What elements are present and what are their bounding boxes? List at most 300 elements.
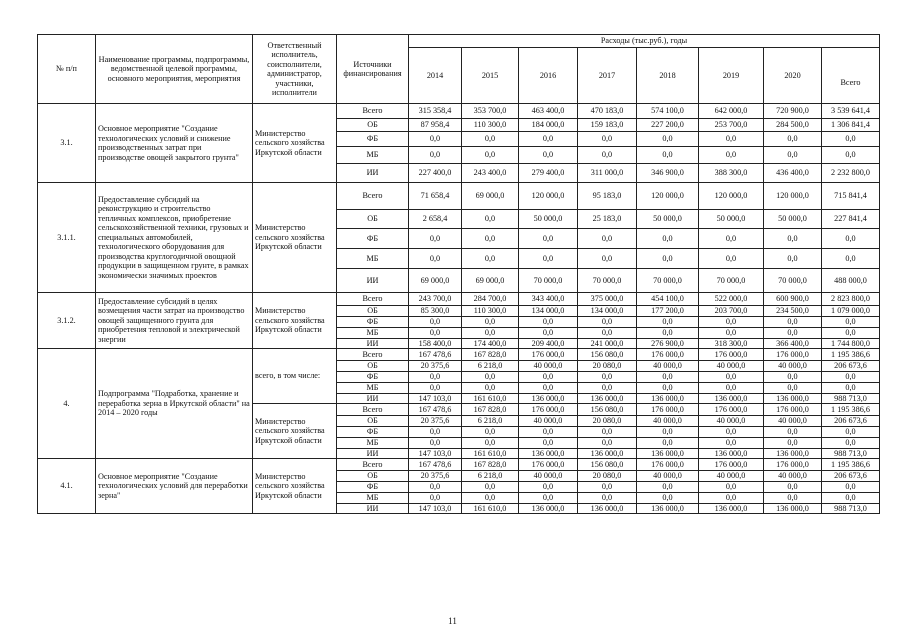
year-value: 0,0 (699, 427, 764, 438)
header-year: 2016 (519, 48, 578, 104)
year-value: 0,0 (637, 132, 699, 147)
year-value: 69 000,0 (409, 269, 462, 293)
budget-table (37, 34, 880, 514)
funding-source: ИИ (337, 393, 409, 404)
year-value: 243 400,0 (462, 164, 519, 183)
total-value: 988 713,0 (822, 393, 880, 404)
year-value: 40 000,0 (637, 416, 699, 427)
year-value: 20 375,6 (409, 471, 462, 482)
total-value: 206 673,6 (822, 416, 880, 427)
year-value: 0,0 (637, 493, 699, 504)
year-value: 20 080,0 (578, 361, 637, 372)
total-value: 206 673,6 (822, 361, 880, 372)
year-value: 120 000,0 (764, 183, 822, 210)
year-value: 227 200,0 (637, 119, 699, 132)
year-value: 158 400,0 (409, 338, 462, 349)
year-value: 0,0 (637, 427, 699, 438)
total-value: 0,0 (822, 482, 880, 493)
year-value: 0,0 (578, 438, 637, 449)
year-value: 176 000,0 (699, 459, 764, 471)
year-value: 0,0 (578, 493, 637, 504)
total-value: 3 539 641,4 (822, 104, 880, 119)
year-value: 203 700,0 (699, 306, 764, 317)
funding-source: МБ (337, 249, 409, 269)
year-value: 176 000,0 (699, 349, 764, 361)
total-value: 1 195 386,6 (822, 404, 880, 416)
year-value: 0,0 (699, 438, 764, 449)
funding-source: МБ (337, 493, 409, 504)
year-value: 0,0 (409, 438, 462, 449)
year-value: 69 000,0 (462, 269, 519, 293)
year-value: 0,0 (578, 482, 637, 493)
page-number: 11 (448, 616, 457, 626)
funding-source: ФБ (337, 427, 409, 438)
year-value: 176 000,0 (637, 459, 699, 471)
program-name: Предоставление субсидий в целях возмещения части затрат на производство овощей защищенного грунта для приобретения тепловой и электрической энергии (96, 293, 253, 349)
year-value: 454 100,0 (637, 293, 699, 306)
year-value: 0,0 (637, 383, 699, 394)
year-value: 176 000,0 (637, 349, 699, 361)
year-value: 284 700,0 (462, 293, 519, 306)
year-value: 0,0 (519, 482, 578, 493)
funding-source: ОБ (337, 119, 409, 132)
year-value: 279 400,0 (519, 164, 578, 183)
year-value: 136 000,0 (637, 448, 699, 459)
row-number: 3.1.2. (38, 293, 96, 349)
year-value: 40 000,0 (519, 416, 578, 427)
year-value: 71 658,4 (409, 183, 462, 210)
year-value: 234 500,0 (764, 306, 822, 317)
year-value: 25 183,0 (578, 210, 637, 229)
year-value: 136 000,0 (578, 448, 637, 459)
header-year: 2017 (578, 48, 637, 104)
row-number: 3.1. (38, 104, 96, 183)
year-value: 0,0 (409, 372, 462, 383)
year-value: 167 828,0 (462, 459, 519, 471)
year-value: 600 900,0 (764, 293, 822, 306)
year-value: 0,0 (637, 147, 699, 164)
year-value: 0,0 (409, 317, 462, 328)
total-value: 1 306 841,4 (822, 119, 880, 132)
year-value: 167 478,6 (409, 404, 462, 416)
year-value: 0,0 (519, 229, 578, 249)
year-value: 720 900,0 (764, 104, 822, 119)
year-value: 20 375,6 (409, 416, 462, 427)
year-value: 0,0 (409, 427, 462, 438)
year-value: 0,0 (519, 132, 578, 147)
year-value: 136 000,0 (637, 393, 699, 404)
funding-source: ФБ (337, 132, 409, 147)
table-row (38, 459, 880, 471)
year-value: 0,0 (637, 229, 699, 249)
year-value: 0,0 (409, 328, 462, 339)
total-value: 227 841,4 (822, 210, 880, 229)
table-row (38, 349, 880, 361)
total-value: 0,0 (822, 427, 880, 438)
funding-source: ОБ (337, 210, 409, 229)
header-year: 2020 (764, 48, 822, 104)
year-value: 0,0 (764, 482, 822, 493)
funding-source: ОБ (337, 416, 409, 427)
year-value: 209 400,0 (519, 338, 578, 349)
funding-source: Всего (337, 459, 409, 471)
responsible-executor: Министерство сельского хозяйства Иркутской области (253, 293, 337, 349)
year-value: 0,0 (409, 482, 462, 493)
responsible-executor: Министерство сельского хозяйства Иркутской области (253, 183, 337, 293)
year-value: 136 000,0 (699, 393, 764, 404)
year-value: 343 400,0 (519, 293, 578, 306)
year-value: 134 000,0 (578, 306, 637, 317)
funding-source: Всего (337, 293, 409, 306)
year-value: 69 000,0 (462, 183, 519, 210)
total-value: 1 744 800,0 (822, 338, 880, 349)
total-value: 988 713,0 (822, 448, 880, 459)
total-value: 2 823 800,0 (822, 293, 880, 306)
year-value: 0,0 (409, 493, 462, 504)
year-value: 0,0 (462, 493, 519, 504)
year-value: 176 000,0 (699, 404, 764, 416)
year-value: 0,0 (764, 328, 822, 339)
year-value: 0,0 (699, 482, 764, 493)
year-value: 0,0 (699, 383, 764, 394)
year-value: 40 000,0 (699, 361, 764, 372)
year-value: 110 300,0 (462, 119, 519, 132)
year-value: 0,0 (699, 328, 764, 339)
year-value: 167 828,0 (462, 404, 519, 416)
year-value: 0,0 (519, 383, 578, 394)
funding-source: ФБ (337, 317, 409, 328)
year-value: 253 700,0 (699, 119, 764, 132)
year-value: 0,0 (699, 372, 764, 383)
year-value: 0,0 (637, 249, 699, 269)
responsible-executor: всего, в том числе: (253, 349, 337, 404)
year-value: 0,0 (578, 249, 637, 269)
year-value: 147 103,0 (409, 503, 462, 514)
funding-source: МБ (337, 438, 409, 449)
header-year: 2015 (462, 48, 519, 104)
total-value: 1 079 000,0 (822, 306, 880, 317)
year-value: 136 000,0 (519, 393, 578, 404)
year-value: 388 300,0 (699, 164, 764, 183)
year-value: 0,0 (699, 249, 764, 269)
year-value: 6 218,0 (462, 471, 519, 482)
header-year: 2019 (699, 48, 764, 104)
year-value: 0,0 (764, 317, 822, 328)
year-value: 0,0 (637, 328, 699, 339)
year-value: 0,0 (764, 147, 822, 164)
year-value: 0,0 (462, 438, 519, 449)
year-value: 136 000,0 (764, 393, 822, 404)
year-value: 70 000,0 (764, 269, 822, 293)
total-value: 2 232 800,0 (822, 164, 880, 183)
year-value: 161 610,0 (462, 448, 519, 459)
year-value: 0,0 (462, 328, 519, 339)
total-value: 0,0 (822, 229, 880, 249)
year-value: 0,0 (764, 427, 822, 438)
year-value: 20 080,0 (578, 471, 637, 482)
year-value: 176 000,0 (764, 459, 822, 471)
row-number: 4.1. (38, 459, 96, 514)
year-value: 176 000,0 (764, 404, 822, 416)
year-value: 136 000,0 (519, 448, 578, 459)
year-value: 40 000,0 (764, 416, 822, 427)
year-value: 227 400,0 (409, 164, 462, 183)
total-value: 1 195 386,6 (822, 349, 880, 361)
year-value: 0,0 (578, 383, 637, 394)
funding-source: МБ (337, 328, 409, 339)
year-value: 184 000,0 (519, 119, 578, 132)
total-value: 0,0 (822, 372, 880, 383)
year-value: 50 000,0 (519, 210, 578, 229)
year-value: 0,0 (764, 383, 822, 394)
funding-source: ИИ (337, 448, 409, 459)
year-value: 0,0 (699, 493, 764, 504)
year-value: 0,0 (462, 372, 519, 383)
year-value: 0,0 (519, 249, 578, 269)
year-value: 174 400,0 (462, 338, 519, 349)
table-row (38, 293, 880, 306)
year-value: 0,0 (699, 317, 764, 328)
year-value: 0,0 (578, 317, 637, 328)
header-responsible: Ответственный исполнитель, соисполнители, администратор, участники, исполнители (253, 35, 337, 104)
year-value: 136 000,0 (764, 448, 822, 459)
year-value: 0,0 (462, 210, 519, 229)
year-value: 40 000,0 (637, 361, 699, 372)
year-value: 40 000,0 (699, 416, 764, 427)
year-value: 0,0 (578, 427, 637, 438)
year-value: 0,0 (519, 438, 578, 449)
total-value: 488 000,0 (822, 269, 880, 293)
funding-source: ИИ (337, 338, 409, 349)
year-value: 241 000,0 (578, 338, 637, 349)
year-value: 85 300,0 (409, 306, 462, 317)
year-value: 0,0 (462, 132, 519, 147)
year-value: 522 000,0 (699, 293, 764, 306)
year-value: 136 000,0 (578, 503, 637, 514)
year-value: 156 080,0 (578, 349, 637, 361)
year-value: 284 500,0 (764, 119, 822, 132)
year-value: 176 000,0 (519, 349, 578, 361)
year-value: 159 183,0 (578, 119, 637, 132)
year-value: 311 000,0 (578, 164, 637, 183)
year-value: 136 000,0 (637, 503, 699, 514)
year-value: 40 000,0 (519, 471, 578, 482)
table-body (38, 104, 880, 514)
year-value: 436 400,0 (764, 164, 822, 183)
year-value: 6 218,0 (462, 416, 519, 427)
year-value: 134 000,0 (519, 306, 578, 317)
year-value: 375 000,0 (578, 293, 637, 306)
funding-source: Всего (337, 349, 409, 361)
total-value: 0,0 (822, 438, 880, 449)
year-value: 0,0 (462, 383, 519, 394)
year-value: 147 103,0 (409, 448, 462, 459)
year-value: 177 200,0 (637, 306, 699, 317)
funding-source: МБ (337, 383, 409, 394)
year-value: 50 000,0 (637, 210, 699, 229)
year-value: 0,0 (519, 493, 578, 504)
year-value: 176 000,0 (764, 349, 822, 361)
year-value: 176 000,0 (519, 459, 578, 471)
year-value: 70 000,0 (578, 269, 637, 293)
year-value: 353 700,0 (462, 104, 519, 119)
year-value: 120 000,0 (637, 183, 699, 210)
year-value: 70 000,0 (637, 269, 699, 293)
program-name: Предоставление субсидий на реконструкцию и строительство тепличных комплексов, приобретение сельскохозяйственной техники, грузовых и специальных автомобилей, технологического оборудования для производства круглогодичной овощной продукции в защищенном грунте, в рамках экономически значимых проектов (96, 183, 253, 293)
year-value: 176 000,0 (637, 404, 699, 416)
year-value: 0,0 (637, 482, 699, 493)
year-value: 0,0 (519, 328, 578, 339)
year-value: 136 000,0 (578, 393, 637, 404)
year-value: 40 000,0 (699, 471, 764, 482)
total-value: 1 195 386,6 (822, 459, 880, 471)
year-value: 136 000,0 (519, 503, 578, 514)
total-value: 0,0 (822, 328, 880, 339)
year-value: 40 000,0 (519, 361, 578, 372)
year-value: 70 000,0 (699, 269, 764, 293)
year-value: 50 000,0 (764, 210, 822, 229)
year-value: 463 400,0 (519, 104, 578, 119)
year-value: 136 000,0 (699, 503, 764, 514)
funding-source: ОБ (337, 306, 409, 317)
year-value: 243 700,0 (409, 293, 462, 306)
year-value: 0,0 (462, 427, 519, 438)
year-value: 0,0 (462, 147, 519, 164)
year-value: 40 000,0 (764, 471, 822, 482)
year-value: 0,0 (578, 147, 637, 164)
year-value: 161 610,0 (462, 393, 519, 404)
year-value: 0,0 (764, 438, 822, 449)
year-value: 40 000,0 (764, 361, 822, 372)
program-name: Основное мероприятие "Создание технологических условий и снижение производственных затрат при производстве овощей закрытого грунта" (96, 104, 253, 183)
responsible-executor: Министерство сельского хозяйства Иркутской области (253, 404, 337, 459)
year-value: 156 080,0 (578, 404, 637, 416)
year-value: 0,0 (699, 147, 764, 164)
funding-source: ФБ (337, 482, 409, 493)
funding-source: ИИ (337, 269, 409, 293)
year-value: 0,0 (578, 328, 637, 339)
year-value: 167 828,0 (462, 349, 519, 361)
year-value: 40 000,0 (637, 471, 699, 482)
header-year: 2014 (409, 48, 462, 104)
year-value: 0,0 (519, 427, 578, 438)
year-value: 366 400,0 (764, 338, 822, 349)
year-value: 95 183,0 (578, 183, 637, 210)
total-value: 715 841,4 (822, 183, 880, 210)
year-value: 0,0 (578, 229, 637, 249)
year-value: 0,0 (462, 229, 519, 249)
year-value: 167 478,6 (409, 349, 462, 361)
total-value: 0,0 (822, 383, 880, 394)
year-value: 0,0 (637, 372, 699, 383)
table-row (38, 183, 880, 210)
year-value: 50 000,0 (699, 210, 764, 229)
year-value: 2 658,4 (409, 210, 462, 229)
year-value: 20 080,0 (578, 416, 637, 427)
year-value: 6 218,0 (462, 361, 519, 372)
header-source: Источники финансирования (337, 35, 409, 104)
total-value: 206 673,6 (822, 471, 880, 482)
total-value: 0,0 (822, 317, 880, 328)
year-value: 0,0 (409, 229, 462, 249)
year-value: 0,0 (462, 249, 519, 269)
year-value: 0,0 (637, 438, 699, 449)
year-value: 0,0 (764, 132, 822, 147)
total-value: 988 713,0 (822, 503, 880, 514)
funding-source: ОБ (337, 361, 409, 372)
responsible-executor: Министерство сельского хозяйства Иркутской области (253, 459, 337, 514)
table-row (38, 104, 880, 119)
year-value: 147 103,0 (409, 393, 462, 404)
year-value: 0,0 (764, 372, 822, 383)
funding-source: ФБ (337, 372, 409, 383)
responsible-executor: Министерство сельского хозяйства Иркутской области (253, 104, 337, 183)
year-value: 0,0 (409, 132, 462, 147)
row-number: 3.1.1. (38, 183, 96, 293)
total-value: 0,0 (822, 132, 880, 147)
funding-source: ИИ (337, 164, 409, 183)
year-value: 110 300,0 (462, 306, 519, 317)
year-value: 315 358,4 (409, 104, 462, 119)
funding-source: МБ (337, 147, 409, 164)
total-value: 0,0 (822, 493, 880, 504)
year-value: 136 000,0 (699, 448, 764, 459)
total-value: 0,0 (822, 249, 880, 269)
year-value: 346 900,0 (637, 164, 699, 183)
year-value: 0,0 (699, 132, 764, 147)
year-value: 167 478,6 (409, 459, 462, 471)
year-value: 0,0 (409, 249, 462, 269)
year-value: 0,0 (462, 482, 519, 493)
year-value: 0,0 (519, 372, 578, 383)
year-value: 0,0 (764, 493, 822, 504)
year-value: 318 300,0 (699, 338, 764, 349)
year-value: 0,0 (409, 383, 462, 394)
header-num: № п/п (38, 35, 96, 104)
row-number: 4. (38, 349, 96, 459)
year-value: 0,0 (578, 132, 637, 147)
year-value: 0,0 (462, 317, 519, 328)
header-year: 2018 (637, 48, 699, 104)
year-value: 0,0 (764, 229, 822, 249)
funding-source: Всего (337, 183, 409, 210)
funding-source: ИИ (337, 503, 409, 514)
year-value: 0,0 (578, 372, 637, 383)
header-expenses: Расходы (тыс.руб.), годы (409, 35, 880, 48)
year-value: 87 958,4 (409, 119, 462, 132)
program-name: Основное мероприятие "Создание технологических условий для переработки зерна" (96, 459, 253, 514)
year-value: 70 000,0 (519, 269, 578, 293)
year-value: 20 375,6 (409, 361, 462, 372)
year-value: 0,0 (409, 147, 462, 164)
year-value: 0,0 (699, 229, 764, 249)
header-name: Наименование программы, подпрограммы, ведомственной целевой программы, основного мероприятия, мероприятия (96, 35, 253, 104)
program-name: Подпрограмма "Подработка, хранение и переработка зерна в Иркутской области" на 2014 – 2020 годы (96, 349, 253, 459)
header-total: Всего (822, 48, 880, 104)
year-value: 136 000,0 (764, 503, 822, 514)
year-value: 642 000,0 (699, 104, 764, 119)
year-value: 161 610,0 (462, 503, 519, 514)
year-value: 0,0 (519, 147, 578, 164)
funding-source: Всего (337, 104, 409, 119)
year-value: 470 183,0 (578, 104, 637, 119)
funding-source: Всего (337, 404, 409, 416)
total-value: 0,0 (822, 147, 880, 164)
year-value: 574 100,0 (637, 104, 699, 119)
year-value: 176 000,0 (519, 404, 578, 416)
year-value: 0,0 (764, 249, 822, 269)
funding-source: ОБ (337, 471, 409, 482)
